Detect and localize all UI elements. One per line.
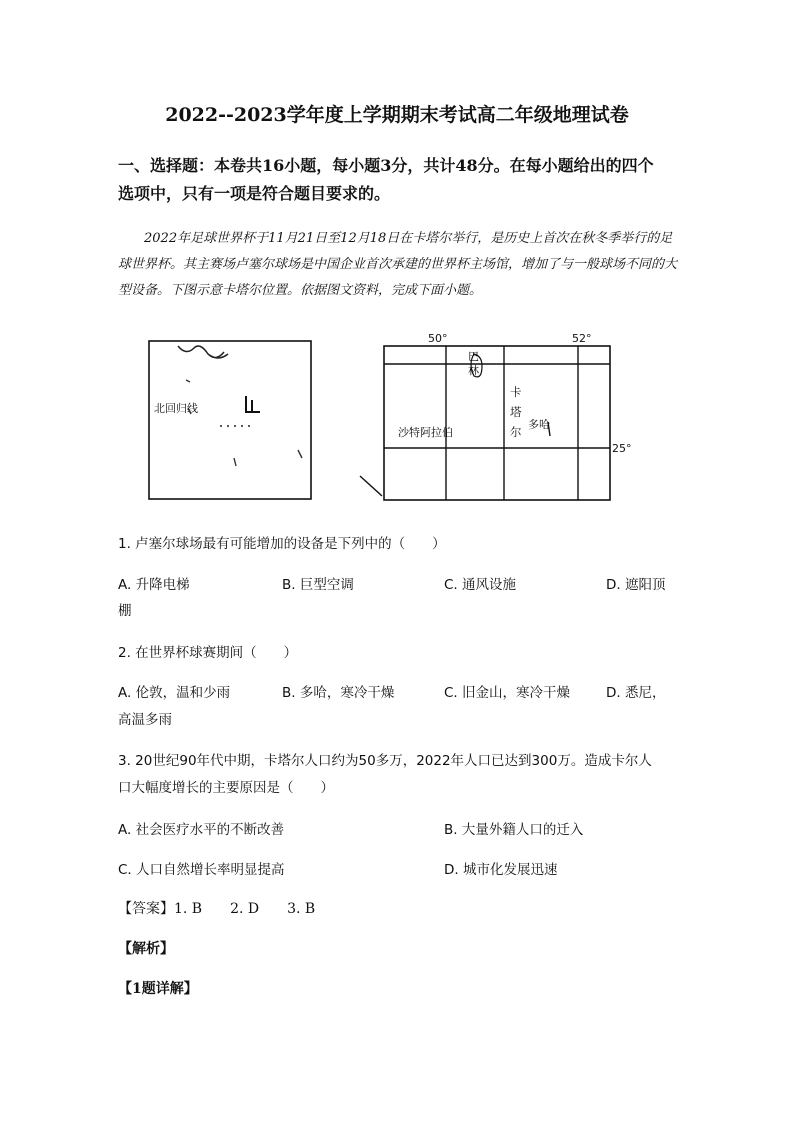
q3-stem-line2: 口大幅度增长的主要原因是（ ） [118,780,334,796]
q2-option-b: B. 多哈，寒冷干燥 [282,685,395,701]
q2-stem: 2. 在世界杯球赛期间（ ） [118,645,298,661]
section-heading [118,152,678,208]
qatar-label-1: 卡 [510,385,522,399]
q1-option-d-cont: 棚 [118,603,132,619]
q1-option-b: B. 巨型空调 [282,577,354,593]
bahrain-label-2: 林 [468,364,479,377]
lat-label-25: 25° [612,442,632,455]
map-tropic-sketch [148,340,318,502]
qatar-label-2: 塔 [510,405,522,419]
q3-option-d: D. 城市化发展迅速 [444,862,558,878]
q2-option-c: C. 旧金山，寒冷干燥 [444,685,571,701]
bahrain-label-1: 巴 [468,350,479,363]
intro-paragraph: 2022年足球世界杯于11月21日至12月18日在卡塔尔举行，是历史上首次在秋冬季举行的足球世界杯。其主赛场卢塞尔球场是中国企业首次承建的世界杯主场馆，增加了与一般球场不同的大型设备。下图示意卡塔尔位置。依据图文资料，完成下面小题。 [118,231,678,298]
q2-option-a: A. 伦敦，温和少雨 [118,685,231,701]
detail-heading: 【1题详解】 [118,981,198,997]
q3-option-c: C. 人口自然增长率明显提高 [118,862,285,878]
coast-scribble [178,346,228,358]
page-title: 2022--2023学年度上学期期末考试高二年级地理试卷 [165,104,629,126]
q1-option-a: A. 升降电梯 [118,577,190,593]
q2-option-d-cont: 高温多雨 [118,712,172,728]
qatar-marker-shape [246,396,260,412]
q3-option-b: B. 大量外籍人口的迁入 [444,822,584,838]
coast-stroke [360,476,382,496]
lon-label-50: 50° [428,332,448,345]
q3-option-a: A. 社会医疗水平的不断改善 [118,822,285,838]
lon-label-52: 52° [572,332,592,345]
q3-stem-line1: 3. 20世纪90年代中期，卡塔尔人口约为50多万，2022年人口已达到300万。造成卡尔人 [118,753,652,769]
tropic-label: 北回归线 [154,402,198,415]
coast-dots [186,380,302,466]
q1-stem: 1. 卢塞尔球场最有可能增加的设备是下列中的（ ） [118,536,446,552]
saudi-label: 沙特阿拉伯 [398,426,453,439]
map-frame-right [384,346,610,500]
doha-label: 多哈 [528,418,550,431]
analysis-heading: 【解析】 [118,941,174,957]
q2-option-d: D. 悉尼， [606,685,666,701]
answer-line: 【答案】1. B 2. D 3. B [118,901,316,917]
qatar-label-3: 尔 [510,425,522,439]
section-heading-line2: 选项中，只有一项是符合题目要求的。 [118,184,391,203]
q1-option-d: D. 遮阳顶 [606,577,666,593]
map-frame [149,341,311,499]
section-heading-line1: 一、选择题：本卷共16小题，每小题3分，共计48分。在每小题给出的四个 [118,156,654,175]
map-qatar [358,330,638,506]
q1-option-c: C. 通风设施 [444,577,517,593]
